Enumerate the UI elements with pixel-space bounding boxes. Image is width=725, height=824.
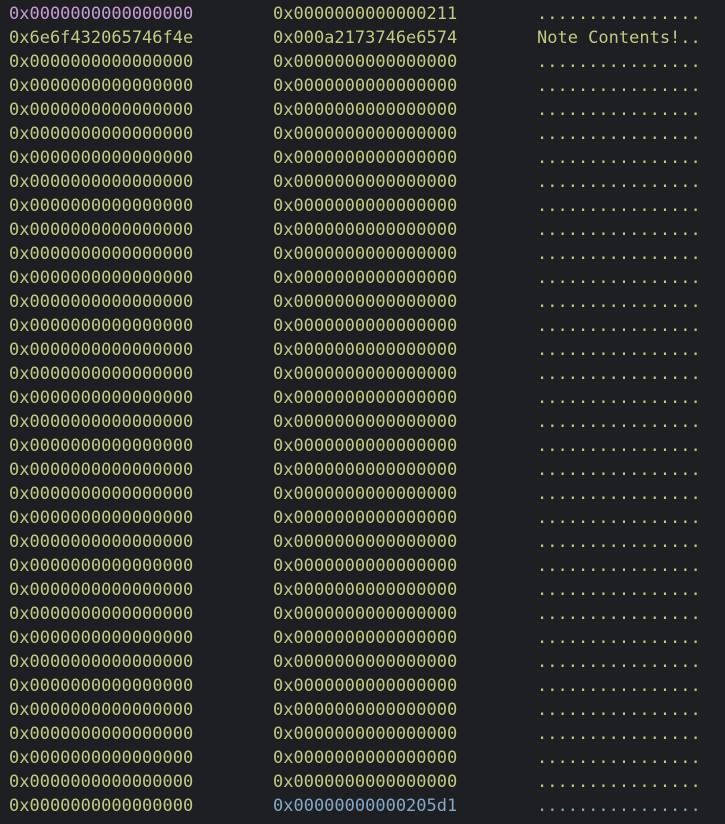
heap-row [0,698,725,722]
ascii-dump: ................ [537,508,701,528]
qword-low: 0x0000000000000000 [9,292,194,312]
ascii-dump: ................ [537,76,701,96]
qword-low: 0x6e6f432065746f4e [9,28,194,48]
heap-row [0,74,725,98]
ascii-dump: ................ [537,628,701,648]
qword-high: 0x000a2173746e6574 [273,28,458,48]
qword-high: 0x0000000000000000 [273,100,458,120]
ascii-dump: ................ [537,556,701,576]
heap-row [0,314,725,338]
heap-rows [0,2,725,818]
heap-row [0,146,725,170]
qword-low: 0x0000000000000000 [9,100,194,120]
qword-high: 0x0000000000000000 [273,52,458,72]
qword-high: 0x0000000000000000 [273,700,458,720]
qword-low: 0x0000000000000000 [9,748,194,768]
qword-high: 0x0000000000000211 [273,4,458,24]
ascii-dump: ................ [537,292,701,312]
qword-high: 0x0000000000000000 [273,484,458,504]
qword-high: 0x0000000000000000 [273,244,458,264]
qword-low: 0x0000000000000000 [9,412,194,432]
ascii-dump: ................ [537,652,701,672]
ascii-dump: ................ [537,340,701,360]
heap-row [0,242,725,266]
qword-high: 0x0000000000000000 [273,628,458,648]
qword-high: 0x0000000000000000 [273,508,458,528]
heap-row [0,650,725,674]
heap-row [0,362,725,386]
ascii-dump: ................ [537,412,701,432]
qword-low: 0x0000000000000000 [9,340,194,360]
qword-low: 0x0000000000000000 [9,316,194,336]
qword-low: 0x0000000000000000 [9,724,194,744]
qword-high: 0x0000000000000000 [273,364,458,384]
qword-high: 0x0000000000000000 [273,196,458,216]
heap-row [0,434,725,458]
heap-row [0,626,725,650]
qword-low: 0x0000000000000000 [9,172,194,192]
ascii-dump: ................ [537,460,701,480]
heap-row [0,578,725,602]
qword-low: 0x0000000000000000 [9,484,194,504]
ascii-dump: ................ [537,52,701,72]
qword-high: 0x0000000000000000 [273,172,458,192]
ascii-dump: ................ [537,316,701,336]
qword-low: 0x0000000000000000 [9,148,194,168]
qword-low: 0x0000000000000000 [9,364,194,384]
qword-low: 0x0000000000000000 [9,388,194,408]
heap-row [0,194,725,218]
qword-high: 0x0000000000000000 [273,148,458,168]
qword-high: 0x0000000000000000 [273,676,458,696]
ascii-dump: ................ [537,796,701,816]
ascii-dump: ................ [537,532,701,552]
qword-low: 0x0000000000000000 [9,628,194,648]
qword-low: 0x0000000000000000 [9,676,194,696]
heap-row [0,218,725,242]
heap-row [0,170,725,194]
qword-low: 0x0000000000000000 [9,76,194,96]
heap-row [0,122,725,146]
heap-row [0,26,725,50]
heap-row [0,386,725,410]
heap-row [0,506,725,530]
qword-low: 0x0000000000000000 [9,604,194,624]
ascii-dump: ................ [537,748,701,768]
qword-low: 0x0000000000000000 [9,196,194,216]
qword-low: 0x0000000000000000 [9,460,194,480]
qword-low: 0x0000000000000000 [9,124,194,144]
ascii-dump: ................ [537,4,701,24]
heap-row [0,266,725,290]
ascii-dump: ................ [537,700,701,720]
qword-high: 0x0000000000000000 [273,220,458,240]
qword-low: 0x0000000000000000 [9,508,194,528]
ascii-dump: ................ [537,124,701,144]
ascii-dump: ................ [537,604,701,624]
ascii-dump: ................ [537,148,701,168]
ascii-dump: ................ [537,676,701,696]
qword-low: 0x0000000000000000 [9,244,194,264]
ascii-dump: ................ [537,244,701,264]
heap-row [0,2,725,26]
qword-high: 0x0000000000000000 [273,652,458,672]
ascii-dump: ................ [537,100,701,120]
ascii-dump: ................ [537,220,701,240]
heap-row [0,602,725,626]
heap-row [0,794,725,818]
ascii-dump: ................ [537,388,701,408]
qword-low: 0x0000000000000000 [9,580,194,600]
heap-row [0,482,725,506]
qword-high: 0x0000000000000000 [273,292,458,312]
heap-row [0,458,725,482]
qword-high: 0x0000000000000000 [273,460,458,480]
qword-low: 0x0000000000000000 [9,220,194,240]
qword-high: 0x0000000000000000 [273,76,458,96]
qword-high: 0x0000000000000000 [273,580,458,600]
qword-high: 0x0000000000000000 [273,556,458,576]
qword-high: 0x0000000000000000 [273,604,458,624]
qword-high: 0x0000000000000000 [273,748,458,768]
qword-low: 0x0000000000000000 [9,700,194,720]
qword-high: 0x0000000000000000 [273,388,458,408]
heap-row [0,770,725,794]
ascii-dump: Note Contents!.. [537,28,701,48]
qword-high: 0x0000000000000000 [273,772,458,792]
heap-row [0,98,725,122]
heap-row [0,674,725,698]
qword-high: 0x0000000000000000 [273,412,458,432]
qword-high: 0x0000000000000000 [273,724,458,744]
heap-row [0,746,725,770]
ascii-dump: ................ [537,196,701,216]
heap-row [0,410,725,434]
qword-low: 0x0000000000000000 [9,772,194,792]
qword-high: 0x00000000000205d1 [273,796,458,816]
qword-high: 0x0000000000000000 [273,436,458,456]
qword-low: 0x0000000000000000 [9,652,194,672]
ascii-dump: ................ [537,172,701,192]
qword-low: 0x0000000000000000 [9,4,194,24]
ascii-dump: ................ [537,580,701,600]
qword-high: 0x0000000000000000 [273,124,458,144]
ascii-dump: ................ [537,436,701,456]
qword-low: 0x0000000000000000 [9,268,194,288]
ascii-dump: ................ [537,364,701,384]
ascii-dump: ................ [537,484,701,504]
heap-row [0,530,725,554]
qword-low: 0x0000000000000000 [9,436,194,456]
qword-low: 0x0000000000000000 [9,532,194,552]
heap-row [0,338,725,362]
ascii-dump: ................ [537,772,701,792]
qword-low: 0x0000000000000000 [9,796,194,816]
ascii-dump: ................ [537,724,701,744]
qword-low: 0x0000000000000000 [9,52,194,72]
qword-high: 0x0000000000000000 [273,532,458,552]
ascii-dump: ................ [537,268,701,288]
qword-high: 0x0000000000000000 [273,316,458,336]
qword-low: 0x0000000000000000 [9,556,194,576]
heap-row [0,290,725,314]
heap-row [0,554,725,578]
qword-high: 0x0000000000000000 [273,268,458,288]
heap-row [0,722,725,746]
heap-row [0,50,725,74]
qword-high: 0x0000000000000000 [273,340,458,360]
